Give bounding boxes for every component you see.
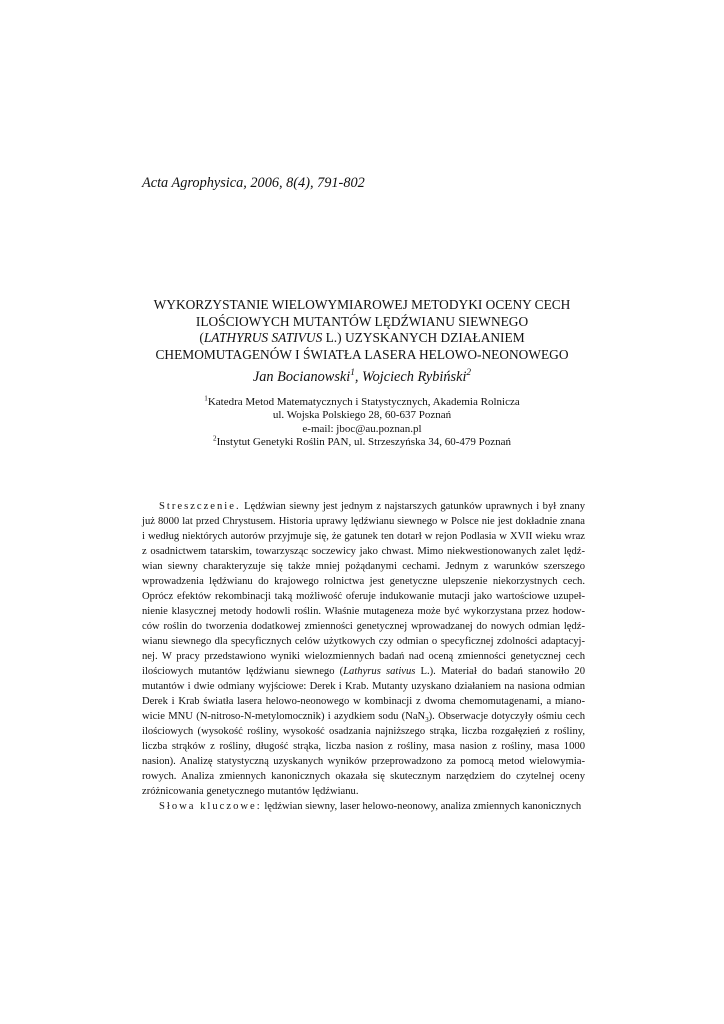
- abstract-line: wprowadzenia lędźwianu do krajowego rolnictwa jest genetyczne ulepszenie niekorzystnych cech.: [142, 576, 585, 587]
- abstract-line: ców roślin do tworzenia dodatkowej zmienności genetycznej wprowadzanej do nowych odmian lędź-: [142, 621, 585, 632]
- title-line: (LATHYRUS SATIVUS L.) UZYSKANYCH DZIAŁANIEM: [199, 330, 525, 345]
- affiliations: $^1$Katedra Metod Matematycznych i Statystycznych, Akademia Rolnicza ul. Wojska Polskiego 28, 60-637 Poznań e-mail: jboc@au.poznan.pl $^2$Instytut Genetyki Roślin PAN, ul. Strzeszyńska 34, 60-479 Poznań: [0, 396, 724, 449]
- abstract-line: nasion). Analizę statystyczną uzyskanych wyników przeprowadzono za pomocą metod wielowymia-: [142, 756, 585, 767]
- abstract-line: rowych. Analiza zmiennych kanonicznych okazała się skutecznym narzędziem do czytelnej oceny: [142, 771, 585, 782]
- title-line: CHEMOMUTAGENÓW I ŚWIATŁA LASERA HELOWO-NEONOWEGO: [155, 346, 569, 362]
- abstract-line: z osadnictwem tatarskim, towarzysząc soczewicy jako chwast. Mimo niekwestionowanych zalet lędź-: [142, 546, 585, 557]
- abstract-line: zróżnicowania genetycznego mutantów lędźwianu.: [142, 786, 359, 797]
- abstract-line: Oprócz efektów rekombinacji taką możliwość oferuje indukowanie mutacji jako wartościowe uzupeł-: [142, 591, 585, 602]
- abstract: [142, 499, 585, 814]
- abstract-line: Derek i Krab światła lasera helowo-neonowego w kombinacji z dwoma chemomutagenami, a miano-: [142, 696, 585, 707]
- email: e-mail: jboc@au.poznan.pl: [302, 422, 422, 435]
- abstract-line: ilościowych mutantów lędźwianu siewnego (Lathyrus sativus L.). Materiał do badań stanowiło 20: [142, 666, 586, 677]
- abstract-heading: Streszczenie.: [159, 501, 241, 512]
- keywords: Słowa kluczowe: lędźwian siewny, laser helowo-neonowy, analiza zmiennych kanonicznych: [159, 801, 582, 812]
- abstract-line: wicie MNU (N-nitroso-N-metylomocznik) i azydkiem sodu (NaN$_3$). Obserwacje dotyczyły ośmiu cech: [142, 711, 585, 725]
- abstract-line: nej. W pracy przedstawiono wyniki wielozmiennych badań nad oceną zmienności genetycznej cech: [142, 651, 585, 662]
- abstract-line: wianu siewnego dla specyficznych celów użytkowych czy odmian o specyficznej zdolności adaptacyj-: [142, 636, 585, 647]
- abstract-line: liczba strąków z rośliny, długość strąka, liczba nasion z rośliny, masa nasion z rośliny, masa 1000: [142, 741, 585, 752]
- abstract-line: Streszczenie. Lędźwian siewny jest jednym z najstarszych gatunków uprawnych i był znany: [159, 501, 585, 512]
- title-line: ILOŚCIOWYCH MUTANTÓW LĘDŹWIANU SIEWNEGO: [195, 313, 529, 329]
- abstract-line: już 8000 lat przed Chrystusem. Historia uprawy lędźwianu siewnego w Polsce nie jest dokładnie znana: [142, 516, 585, 527]
- title-line: WYKORZYSTANIE WIELOWYMIAROWEJ METODYKI OCENY CECH: [153, 297, 571, 312]
- abstract-line: i według niektórych autorów przyjmuje się, że gatunek ten dotarł w rejon Podlasia w XVII wieku wraz: [142, 531, 585, 542]
- abstract-line: wian siewny charakteryzuje się także mniej pożądanymi cechami. Jednym z warunków szerszego: [142, 561, 585, 572]
- authors: Jan Bocianowski$^1$, Wojciech Rybiński$^2$: [252, 368, 472, 385]
- paper-title: [120, 297, 604, 363]
- keywords-heading: Słowa kluczowe:: [159, 801, 262, 812]
- author-name: Wojciech Rybiński: [362, 369, 467, 385]
- journal-citation: Acta Agrophysica, 2006, 8(4), 791-802: [142, 175, 365, 191]
- abstract-line: mutantów i dwie odmiany wyjściowe: Derek i Krab. Mutanty uzyskano działaniem na nasiona odmian: [142, 681, 585, 692]
- author-name: Jan Bocianowski: [252, 369, 351, 385]
- abstract-line: ilościowych (wysokość rośliny, wysokość osadzania najniższego strąka, liczba rozgałęzień z rośliny,: [142, 726, 585, 737]
- abstract-line: nienie klasycznej metody hodowli roślin. Właśnie mutageneza może być wykorzystana przez hodow-: [142, 606, 585, 617]
